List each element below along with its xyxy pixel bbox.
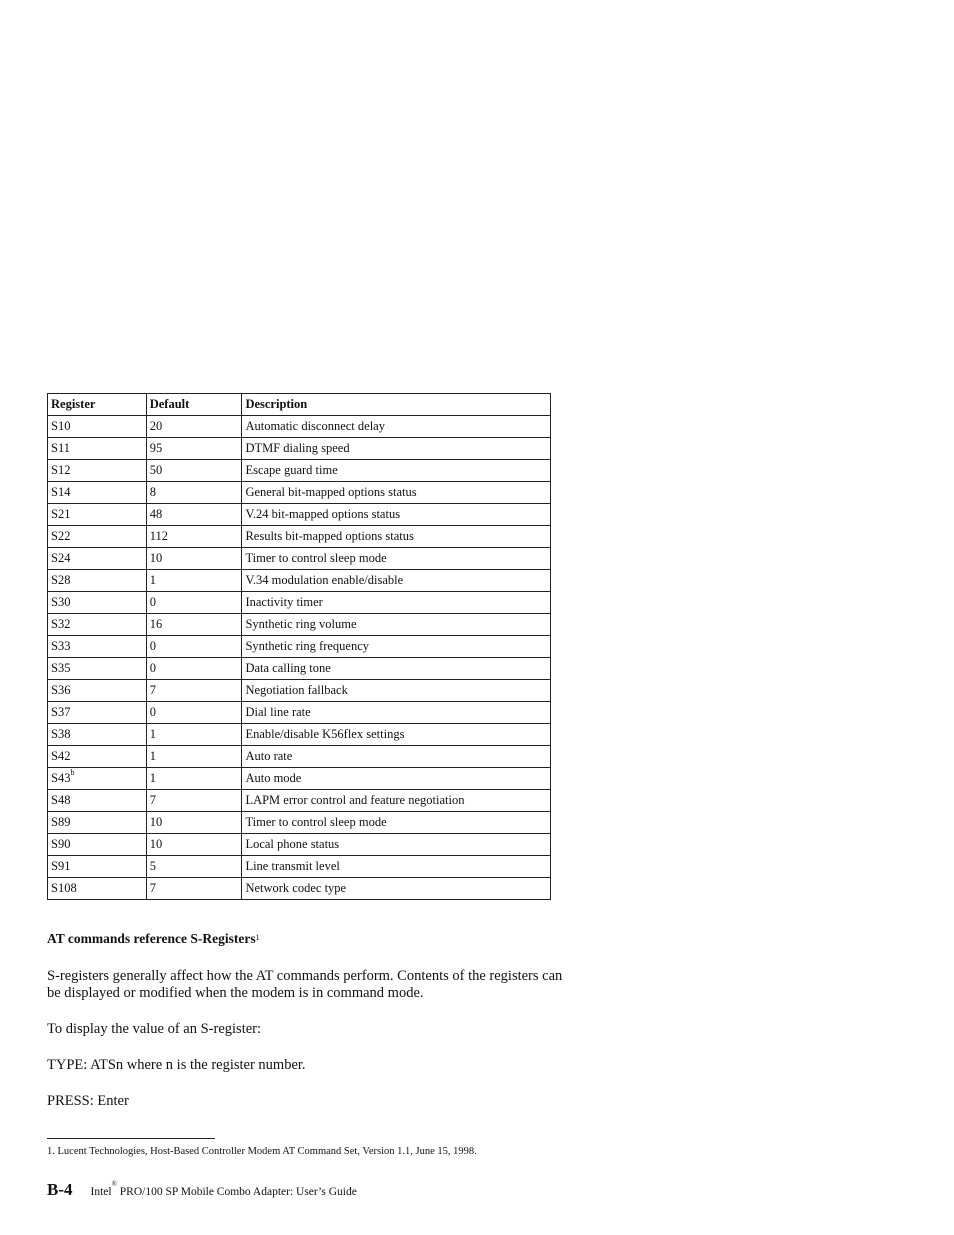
table-row — [48, 526, 551, 548]
footnote-reference: 1 — [255, 933, 260, 942]
footer-title-rest: PRO/100 SP Mobile Combo Adapter: User’s Guide — [116, 1186, 357, 1198]
default-cell: 50 — [146, 460, 242, 482]
register-name: S43 — [51, 771, 71, 785]
register-cell — [48, 416, 147, 438]
description-cell: Enable/disable K56flex settings — [242, 724, 551, 746]
register-cell — [48, 438, 147, 460]
default-cell: 1 — [146, 724, 242, 746]
register-cell — [48, 570, 147, 592]
table-header-row — [48, 394, 551, 416]
register-name: S89 — [51, 815, 71, 829]
register-name: S12 — [51, 463, 71, 477]
register-cell — [48, 526, 147, 548]
register-name: S32 — [51, 617, 71, 631]
register-name: S24 — [51, 551, 71, 565]
table-row — [48, 570, 551, 592]
register-cell — [48, 746, 147, 768]
table-row — [48, 614, 551, 636]
default-cell: 10 — [146, 834, 242, 856]
register-cell — [48, 702, 147, 724]
paragraph-type-command: TYPE: ATSn where n is the register number. — [47, 1057, 306, 1073]
register-cell — [48, 812, 147, 834]
register-name: S35 — [51, 661, 71, 675]
table-row — [48, 812, 551, 834]
register-name: S22 — [51, 529, 71, 543]
register-cell — [48, 504, 147, 526]
footer-brand: Intel — [90, 1186, 112, 1198]
register-cell — [48, 790, 147, 812]
default-cell: 7 — [146, 790, 242, 812]
register-cell — [48, 680, 147, 702]
column-header-register: Register — [48, 394, 147, 416]
s-register-table — [47, 393, 551, 900]
register-name: S28 — [51, 573, 71, 587]
default-cell: 5 — [146, 856, 242, 878]
description-cell: Dial line rate — [242, 702, 551, 724]
table-row — [48, 504, 551, 526]
register-name: S21 — [51, 507, 71, 521]
register-cell — [48, 658, 147, 680]
default-cell: 1 — [146, 768, 242, 790]
register-name: S10 — [51, 419, 71, 433]
default-cell: 16 — [146, 614, 242, 636]
register-cell — [48, 636, 147, 658]
default-cell: 0 — [146, 592, 242, 614]
register-cell — [48, 856, 147, 878]
description-cell: Timer to control sleep mode — [242, 548, 551, 570]
description-cell: Escape guard time — [242, 460, 551, 482]
description-cell: Synthetic ring volume — [242, 614, 551, 636]
default-cell: 10 — [146, 548, 242, 570]
description-cell: V.24 bit-mapped options status — [242, 504, 551, 526]
default-cell: 0 — [146, 636, 242, 658]
default-cell: 7 — [146, 680, 242, 702]
section-heading — [47, 931, 260, 947]
register-name: S90 — [51, 837, 71, 851]
description-cell: Auto rate — [242, 746, 551, 768]
register-name: S108 — [51, 881, 77, 895]
default-cell: 8 — [146, 482, 242, 504]
default-cell: 0 — [146, 658, 242, 680]
table-row — [48, 416, 551, 438]
description-cell: Network codec type — [242, 878, 551, 900]
register-name: S36 — [51, 683, 71, 697]
default-cell: 1 — [146, 570, 242, 592]
table-row — [48, 658, 551, 680]
column-header-description: Description — [242, 394, 551, 416]
table-row — [48, 856, 551, 878]
default-cell: 112 — [146, 526, 242, 548]
page-footer — [47, 1180, 357, 1200]
page-number: B-4 — [47, 1180, 73, 1199]
register-cell — [48, 482, 147, 504]
default-cell: 1 — [146, 746, 242, 768]
registered-mark: ® — [111, 1180, 117, 1188]
description-cell: Auto mode — [242, 768, 551, 790]
register-name: S11 — [51, 441, 70, 455]
table-row — [48, 768, 551, 790]
table-row — [48, 636, 551, 658]
register-name: S42 — [51, 749, 71, 763]
register-superscript: b — [70, 768, 75, 777]
table-row — [48, 724, 551, 746]
default-cell: 10 — [146, 812, 242, 834]
description-cell: General bit-mapped options status — [242, 482, 551, 504]
table-row — [48, 460, 551, 482]
description-cell: Synthetic ring frequency — [242, 636, 551, 658]
footnote-divider — [47, 1138, 215, 1139]
description-cell: V.34 modulation enable/disable — [242, 570, 551, 592]
description-cell: Line transmit level — [242, 856, 551, 878]
table-row — [48, 548, 551, 570]
default-cell: 20 — [146, 416, 242, 438]
table-row — [48, 790, 551, 812]
default-cell: 48 — [146, 504, 242, 526]
table-row — [48, 878, 551, 900]
description-cell: Negotiation fallback — [242, 680, 551, 702]
description-cell: Local phone status — [242, 834, 551, 856]
register-cell — [48, 878, 147, 900]
table-row — [48, 702, 551, 724]
register-name: S30 — [51, 595, 71, 609]
description-cell: Automatic disconnect delay — [242, 416, 551, 438]
default-cell: 0 — [146, 702, 242, 724]
register-name: S91 — [51, 859, 71, 873]
register-cell — [48, 548, 147, 570]
paragraph-display-instruction: To display the value of an S-register: — [47, 1021, 262, 1037]
paragraph-intro: S-registers generally affect how the AT commands perform. Contents of the registers can be displayed or modified when the modem is in command mode. — [47, 968, 563, 1001]
register-cell — [48, 768, 147, 790]
table-row — [48, 482, 551, 504]
register-name: S33 — [51, 639, 71, 653]
description-cell: Data calling tone — [242, 658, 551, 680]
register-cell — [48, 614, 147, 636]
table-row — [48, 438, 551, 460]
description-cell: DTMF dialing speed — [242, 438, 551, 460]
section-heading-text: AT commands reference S-Registers — [47, 931, 256, 946]
table-row — [48, 834, 551, 856]
register-cell — [48, 834, 147, 856]
footer-title — [90, 1180, 357, 1198]
footnote: 1. Lucent Technologies, Host-Based Controller Modem AT Command Set, Version 1.1, June 15, 1998. — [47, 1146, 477, 1157]
register-cell — [48, 460, 147, 482]
default-cell: 95 — [146, 438, 242, 460]
register-cell — [48, 592, 147, 614]
table-body — [48, 416, 551, 900]
register-name: S48 — [51, 793, 71, 807]
description-cell: Results bit-mapped options status — [242, 526, 551, 548]
paragraph-press-enter: PRESS: Enter — [47, 1093, 129, 1109]
register-cell — [48, 724, 147, 746]
description-cell: Timer to control sleep mode — [242, 812, 551, 834]
description-cell: Inactivity timer — [242, 592, 551, 614]
register-name: S38 — [51, 727, 71, 741]
table-row — [48, 746, 551, 768]
register-name: S37 — [51, 705, 71, 719]
default-cell: 7 — [146, 878, 242, 900]
description-cell: LAPM error control and feature negotiation — [242, 790, 551, 812]
table-row — [48, 592, 551, 614]
table-row — [48, 680, 551, 702]
register-name: S14 — [51, 485, 71, 499]
column-header-default: Default — [146, 394, 242, 416]
